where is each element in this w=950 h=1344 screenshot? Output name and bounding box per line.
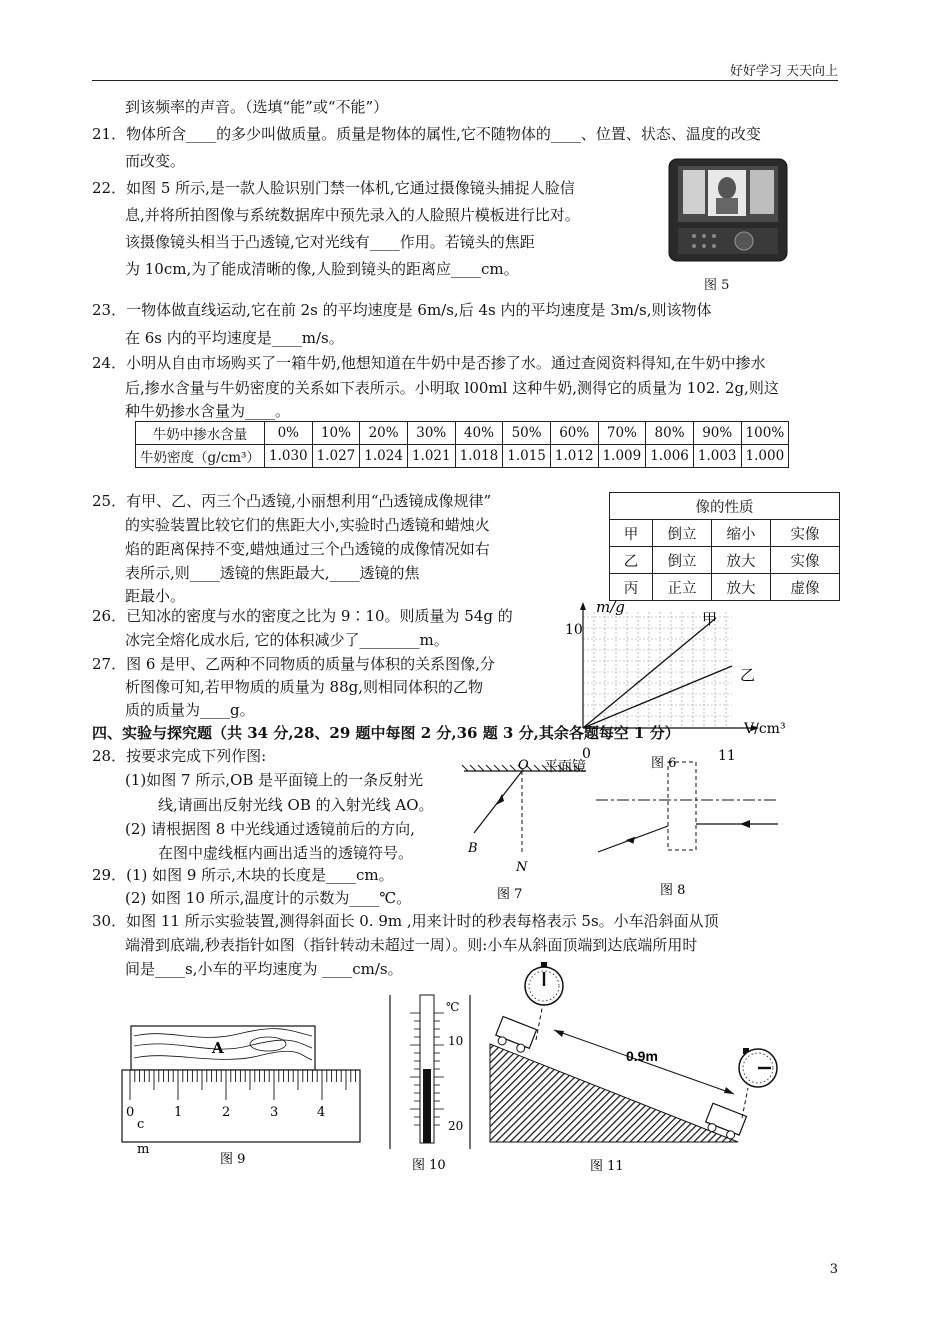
q20-continuation: 到该频率的声音。（选填“能”或“不能”）	[125, 98, 389, 116]
milk-percent-cell: 80%	[646, 422, 694, 445]
fig6-yi-label: 乙	[740, 666, 756, 684]
lens-name: 乙	[610, 547, 653, 574]
milk-density-cell: 1.006	[646, 445, 694, 468]
q22-line1: 22．如图 5 所示,是一款人脸识别门禁一体机,它通过摄像镜头捕捉人脸信	[92, 179, 575, 197]
fig9-caption: 图 9	[220, 1152, 246, 1167]
milk-table-header-water: 牛奶中掺水含量	[136, 422, 265, 445]
q24-line2: 后,掺水含量与牛奶密度的关系如下表所示。小明取 l00ml 这种牛奶,测得它的质量为 102. 2g,则这	[125, 379, 779, 397]
fig8-lens-box	[592, 758, 782, 898]
image-size: 放大	[712, 574, 771, 601]
q27-line3: 质的质量为____g。	[125, 701, 255, 719]
image-table-title: 像的性质	[610, 493, 840, 520]
q25-line1: 25．有甲、乙、丙三个凸透镜,小丽想利用“凸透镜成像规律”	[92, 492, 492, 510]
fig10-caption: 图 10	[412, 1158, 446, 1173]
lens-name: 甲	[610, 520, 653, 547]
q28-line1: 28．按要求完成下列作图:	[92, 747, 267, 765]
q28-line5: 在图中虚线框内画出适当的透镜符号。	[158, 844, 414, 862]
fig10-thermometer	[386, 993, 476, 1173]
fig6-y-label: m/g	[596, 598, 625, 616]
q25-line2: 的实验装置比较它们的焦距大小,实验时凸透镜和蜡烛火	[125, 516, 490, 534]
fig7-mirror-label: 平面镜	[544, 759, 586, 775]
image-type: 实像	[771, 520, 840, 547]
q29-line2: (2) 如图 10 所示,温度计的示数为____℃。	[125, 889, 412, 907]
image-table-row	[610, 547, 840, 574]
fig9-unit-m: m	[137, 1142, 150, 1157]
milk-percent-cell: 10%	[312, 422, 360, 445]
image-orientation: 倒立	[653, 520, 712, 547]
section4-heading: 四、实验与探究题（共 34 分,28、29 题中每图 2 分,36 题 3 分,其余各题每空 1 分）	[92, 724, 680, 742]
q21-line2: 而改变。	[125, 152, 186, 170]
fig6-line-jia	[583, 618, 716, 728]
fig11-incline-stopwatch	[486, 960, 792, 1175]
milk-percent-cell: 0%	[264, 422, 312, 445]
milk-density-cell: 1.021	[407, 445, 455, 468]
milk-percent-cell: 90%	[693, 422, 741, 445]
milk-density-cell: 1.030	[264, 445, 312, 468]
q28-line2: (1)如图 7 所示,OB 是平面镜上的一条反射光	[125, 771, 424, 789]
fig6-mass-volume-graph	[560, 600, 800, 770]
fig9-tick-label: 3	[270, 1105, 279, 1120]
q29-line1: 29．(1) 如图 9 所示,木块的长度是____cm。	[92, 866, 394, 884]
milk-percent-cell: 60%	[550, 422, 598, 445]
image-size: 放大	[712, 547, 771, 574]
q24-line3: 种牛奶掺水含量为____。	[125, 402, 291, 420]
fig6-origin: 0	[582, 746, 591, 762]
milk-density-cell: 1.012	[550, 445, 598, 468]
milk-density-table	[135, 421, 789, 468]
fig9-block-label: A	[212, 1039, 224, 1057]
fig6-x-tick: 11	[718, 748, 736, 764]
milk-density-cell: 1.015	[503, 445, 551, 468]
header-motto: 好好学习 天天向上	[729, 64, 838, 79]
q27-line1: 27．图 6 是甲、乙两种不同物质的质量与体积的关系图像,分	[92, 655, 495, 673]
milk-percent-cell: 30%	[407, 422, 455, 445]
milk-density-cell: 1.009	[598, 445, 646, 468]
milk-percent-cell: 70%	[598, 422, 646, 445]
q22-line3: 该摄像镜头相当于凸透镜,它对光线有____作用。若镜头的焦距	[125, 233, 535, 251]
q23-line1: 23．一物体做直线运动,它在前 2s 的平均速度是 6m/s,后 4s 内的平均速度是 3m/s,则该物体	[92, 301, 712, 319]
fig10-tick-10: 10	[448, 1034, 464, 1048]
milk-table-row-percent	[136, 422, 789, 445]
q26-line2: 冰完全熔化成水后, 它的体积减少了________m。	[125, 631, 449, 649]
fig11-stopwatch-bottom	[739, 1048, 777, 1087]
q25-line4: 表所示,则____透镜的焦距最大,____透镜的焦	[125, 564, 420, 582]
image-table-row	[610, 520, 840, 547]
q25-line3: 焰的距离保持不变,蜡烛通过三个凸透镜的成像情况如右	[125, 540, 490, 558]
milk-percent-cell: 20%	[360, 422, 408, 445]
milk-density-cell: 1.018	[455, 445, 503, 468]
q23-line2: 在 6s 内的平均速度是____m/s。	[125, 329, 344, 347]
fig7-plane-mirror	[460, 755, 600, 900]
milk-density-cell: 1.000	[741, 445, 789, 468]
image-table-row	[610, 574, 840, 601]
q30-line1: 30．如图 11 所示实验装置,测得斜面长 0. 9m ,用来计时的秒表每格表示 5s。小车沿斜面从顶	[92, 912, 719, 930]
q22-line2: 息,并将所拍图像与系统数据库中预先录入的人脸照片模板进行比对。	[125, 206, 580, 224]
image-type: 虚像	[771, 574, 840, 601]
page-number: 3	[829, 1262, 838, 1277]
milk-table-row-density	[136, 445, 789, 468]
milk-table-header-density: 牛奶密度（g/cm³）	[136, 445, 265, 468]
q30-line3: 间是____s,小车的平均速度为 ____cm/s。	[125, 960, 403, 978]
fig9-unit-c: c	[137, 1117, 145, 1132]
fig8-caption: 图 8	[660, 883, 686, 898]
image-orientation: 倒立	[653, 547, 712, 574]
q28-line3: 线,请画出反射光线 OB 的入射光线 AO。	[158, 796, 434, 814]
q26-line1: 26．已知冰的密度与水的密度之比为 9∶10。则质量为 54g 的	[92, 607, 513, 625]
fig10-unit: ℃	[446, 1000, 460, 1014]
fig7-caption: 图 7	[497, 887, 523, 902]
fig7-label-o: O	[518, 758, 529, 773]
fig6-caption: 图 6	[651, 756, 677, 771]
q25-line5: 距最小。	[125, 587, 186, 605]
fig10-tick-20: 20	[448, 1119, 464, 1133]
lens-name: 丙	[610, 574, 653, 601]
fig6-line-yi	[583, 666, 732, 728]
milk-density-cell: 1.003	[693, 445, 741, 468]
fig5-face-device	[668, 158, 788, 262]
fig6-jia-label: 甲	[702, 610, 718, 628]
q28-line4: (2) 请根据图 8 中光线通过透镜前后的方向,	[125, 820, 415, 838]
fig5-caption: 图 5	[704, 278, 730, 293]
q24-line1: 24．小明从自由市场购买了一箱牛奶,他想知道在牛奶中是否掺了水。通过查阅资料得知,在牛奶中掺水	[92, 354, 766, 372]
milk-density-cell: 1.027	[312, 445, 360, 468]
header-rule	[92, 80, 838, 81]
fig6-y-tick: 10	[565, 622, 583, 638]
image-orientation: 正立	[653, 574, 712, 601]
q21-line1: 21．物体所含____的多少叫做质量。质量是物体的属性,它不随物体的____、位置、状态、温度的改变	[92, 125, 761, 143]
fig11-length-label: 0.9m	[626, 1048, 658, 1064]
fig9-tick-label: 0	[126, 1105, 135, 1120]
milk-percent-cell: 50%	[503, 422, 551, 445]
fig9-tick-label: 4	[317, 1105, 326, 1120]
fig7-label-b: B	[468, 841, 478, 856]
milk-density-cell: 1.024	[360, 445, 408, 468]
q30-line2: 端滑到底端,秒表指针如图（指针转动未超过一周）。则:小车从斜面顶端到达底端所用时	[125, 936, 698, 954]
image-size: 缩小	[712, 520, 771, 547]
q22-line4: 为 10cm,为了能成清晰的像,人脸到镜头的距离应____cm。	[125, 260, 519, 278]
fig9-ruler-block	[118, 1022, 368, 1172]
milk-percent-cell: 40%	[455, 422, 503, 445]
fig9-tick-label: 2	[222, 1105, 231, 1120]
fig6-x-label: V/cm³	[744, 721, 786, 737]
fig11-caption: 图 11	[590, 1159, 624, 1174]
fig11-stopwatch-top	[525, 962, 563, 1005]
fig9-tick-label: 1	[174, 1105, 183, 1120]
image-property-table	[609, 492, 840, 601]
image-type: 实像	[771, 547, 840, 574]
fig7-label-n: N	[516, 860, 528, 875]
q27-line2: 析图像可知,若甲物质的质量为 88g,则相同体积的乙物	[125, 678, 483, 696]
milk-percent-cell: 100%	[741, 422, 789, 445]
